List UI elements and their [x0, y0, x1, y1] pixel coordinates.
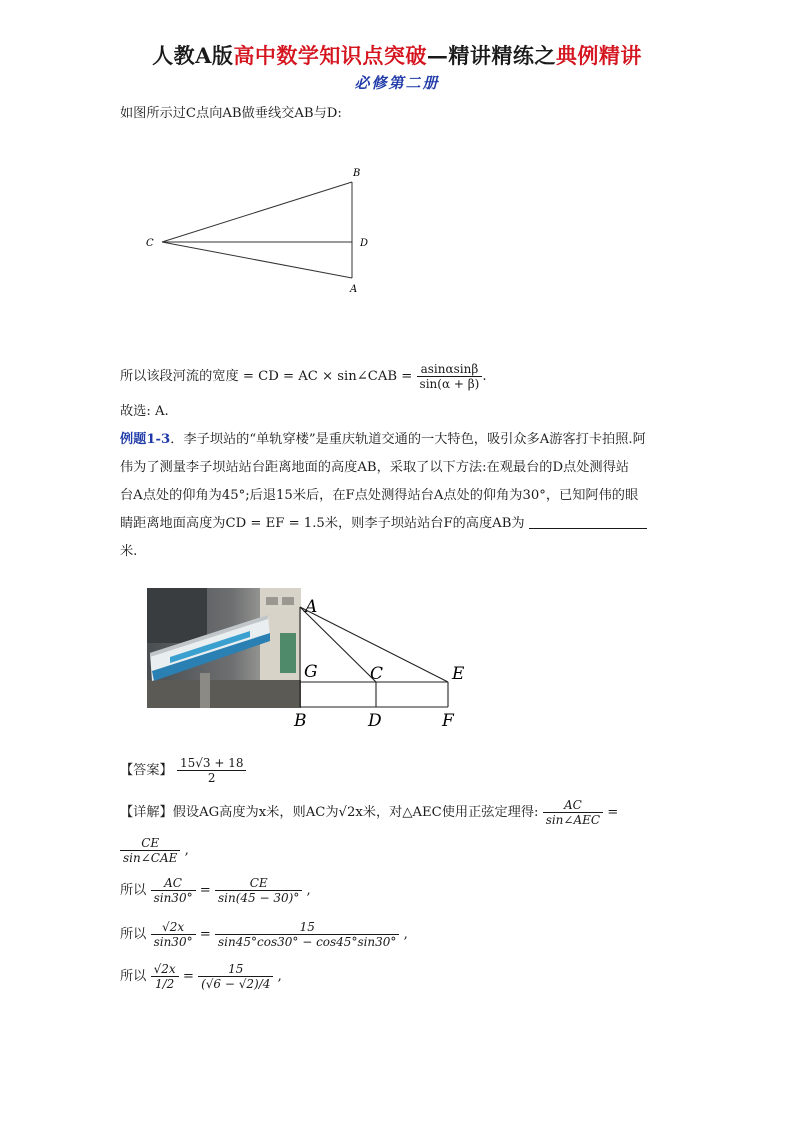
s1-rnum: CE: [215, 876, 302, 891]
label-C: C: [146, 238, 154, 249]
answer-line: [120, 756, 246, 785]
monorail-figure: [140, 585, 480, 735]
fig2-label-C: C: [370, 664, 384, 684]
f1-num: AC: [543, 798, 603, 813]
fig2-label-D: D: [368, 711, 382, 731]
f1-den: sin∠AEC: [545, 813, 601, 827]
f2-num: CE: [120, 836, 180, 851]
step1-left: [151, 876, 196, 905]
example-text-4: 睛距离地面高度为CD = EF = 1.5米，则李子坝站站台F的高度AB为: [120, 516, 525, 531]
s3-rden: (√6 − √2)/4: [201, 977, 271, 991]
width-prefix: 所以该段河流的宽度 = CD = AC × sin∠CAB =: [120, 369, 417, 384]
width-line: [120, 362, 487, 391]
answer-fraction: [177, 756, 247, 785]
f2-den: sin∠CAE: [123, 851, 178, 865]
detail-text: 假设AG高度为x米，则AC为√2x米，对△AEC使用正弦定理得:: [172, 805, 539, 820]
example-line-1: [120, 430, 646, 450]
step-3: 所以 $\frac{√2x}{1/2}$ = $\frac{15}{(√6 - √2)/4}$ ,: [120, 962, 282, 991]
example-label: 例题1-3: [120, 432, 171, 447]
answer-num: 15√3 + 18: [177, 756, 247, 771]
step-1: 所以 $\frac{AC}{\sin 30^\circ}$ = $\frac{CE}{\sin(45 - 30)^\circ}$ ,: [120, 876, 311, 905]
label-D: D: [360, 238, 369, 249]
answer-den: 2: [207, 771, 216, 785]
fig2-label-B: B: [294, 711, 307, 731]
title-prefix: 人教A版: [152, 43, 234, 68]
page-title: [0, 40, 794, 70]
width-den: sin(α + β): [419, 377, 480, 391]
detail-line: 【详解】假设AG高度为x米，则AC为√2x米，对△AEC使用正弦定理得: $\frac{AC}{\text{sin∠AEC}}$ =: [120, 798, 619, 827]
s2-lnum: √2x: [151, 920, 196, 935]
fig2-label-E: E: [452, 664, 465, 684]
width-num: asinαsinβ: [417, 362, 483, 377]
label-A: A: [350, 284, 358, 295]
s3-lden: 1/2: [154, 977, 175, 991]
step3-right: [198, 962, 273, 991]
example-line-2: 伟为了测量李子坝站站台距离地面的高度AB，采取了以下方法:在观最台的D点处测得站: [120, 460, 629, 475]
s3-lnum: √2x: [151, 962, 179, 977]
fig2-label-F: F: [442, 711, 454, 731]
fig2-label-G: G: [304, 662, 318, 682]
s1-lnum: AC: [151, 876, 196, 891]
step1-right: [215, 876, 302, 905]
title-middle: —精讲精练之: [426, 43, 556, 68]
sine-rule-right: [120, 836, 180, 865]
s1-lden: sin30°: [153, 891, 193, 905]
sine-rule-left: [543, 798, 603, 827]
step2-right: [215, 920, 399, 949]
answer-choice: 故选: A.: [120, 404, 169, 419]
fig2-label-A: A: [305, 597, 318, 617]
detail-label: 【详解】: [120, 805, 173, 820]
triangle-figure: [140, 160, 380, 300]
s1-rden: sin(45 − 30)°: [218, 891, 300, 905]
example-text-1: ．李子坝站的“单轨穿楼”是重庆轨道交通的一大特色，吸引众多A游客打卡拍照.阿: [170, 432, 646, 447]
monorail-photo: [147, 588, 301, 708]
label-B: B: [353, 168, 361, 179]
title-highlight: 高中数学知识点突破: [233, 43, 427, 68]
width-suffix: .: [482, 369, 487, 384]
example-line-3: 台A点处的仰角为45°;后退15米后，在F点处测得站台A点处的仰角为30°，已知阿伟的眼: [120, 488, 639, 503]
detail-line-2: $\frac{CE}{\text{sin∠CAE}}$ ,: [120, 836, 189, 865]
example-line-5: 米.: [120, 544, 138, 559]
step-2: 所以 $\frac{√2x}{\sin 30^\circ}$ = $\frac{15}{\sin 45^\circ\cos 30^\circ - \cos 45^\circ\sin 30^\circ}$ ,: [120, 920, 408, 949]
so-label-2: 所以: [120, 927, 147, 942]
page-subtitle: 必修第二册: [354, 74, 440, 92]
s2-lden: sin30°: [153, 935, 193, 949]
so-label-3: 所以: [120, 969, 147, 984]
so-label-1: 所以: [120, 883, 147, 898]
step2-left: [151, 920, 196, 949]
intro-line: 如图所示过C点向AB做垂线交AB与D:: [120, 106, 342, 121]
step3-left: [151, 962, 179, 991]
answer-label: 【答案】: [120, 763, 173, 778]
example-line-4: [120, 514, 647, 534]
width-fraction: [417, 362, 483, 391]
s3-rnum: 15: [198, 962, 273, 977]
s2-rden: sin45°cos30° − cos45°sin30°: [218, 935, 397, 949]
answer-blank: [529, 514, 647, 529]
title-highlight-2: 典例精讲: [555, 43, 642, 68]
s2-rnum: 15: [215, 920, 399, 935]
